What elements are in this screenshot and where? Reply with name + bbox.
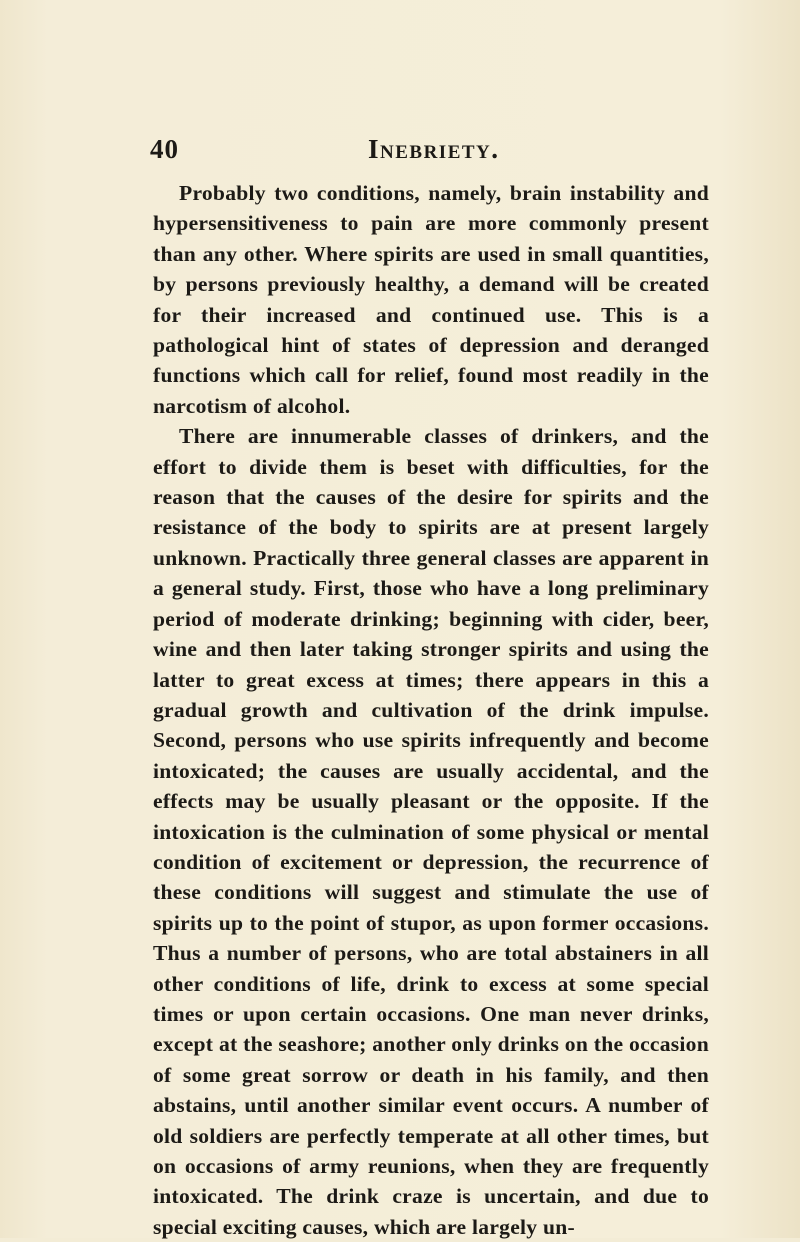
body-text xyxy=(153,178,709,1242)
running-title: Inebriety. xyxy=(368,134,500,164)
paragraph: There are innumerable classes of drinkers, and the effort to divide them is beset with difficulties, for the reason that the causes of the desire for spirits and the resistance of the body to spirits are at present largely unknown. Practically three general classes are apparent in a general study. First, those who have a long preliminary period of moderate drinking; beginning with cider, beer, wine and then later taking stronger spirits and using the latter to great excess at times; there appears in this a gradual growth and cultivation of the drink impulse. Second, persons who use spirits infrequently and become intoxicated; the causes are usually accidental, and the effects may be usually pleasant or the opposite. If the intoxication is the culmination of some physical or mental condition of excitement or depression, the recurrence of these conditions will suggest and stimulate the use of spirits up to the point of stupor, as upon former occasions. Thus a number of persons, who are total abstainers in all other conditions of life, drink to excess at some special times or upon certain occasions. One man never drinks, except at the seashore; another only drinks on the occasion of some great sorrow or death in his family, and then abstains, until another similar event occurs. A number of old soldiers are perfectly temperate at all other times, but on occasions of army reunions, when they are frequently intoxicated. The drink craze is uncertain, and due to special exciting causes, which are largely un- xyxy=(153,424,709,1239)
paragraph: Probably two conditions, namely, brain instability and hypersensitiveness to pain are more commonly present than any other. Where spirits are used in small quantities, by persons previously healthy, a demand will be created for their increased and continued use. This is a pathological hint of states of depression and deranged functions which call for relief, found most readily in the narcotism of alcohol. xyxy=(153,181,709,418)
page-number: 40 xyxy=(150,134,179,164)
running-head xyxy=(150,134,710,174)
